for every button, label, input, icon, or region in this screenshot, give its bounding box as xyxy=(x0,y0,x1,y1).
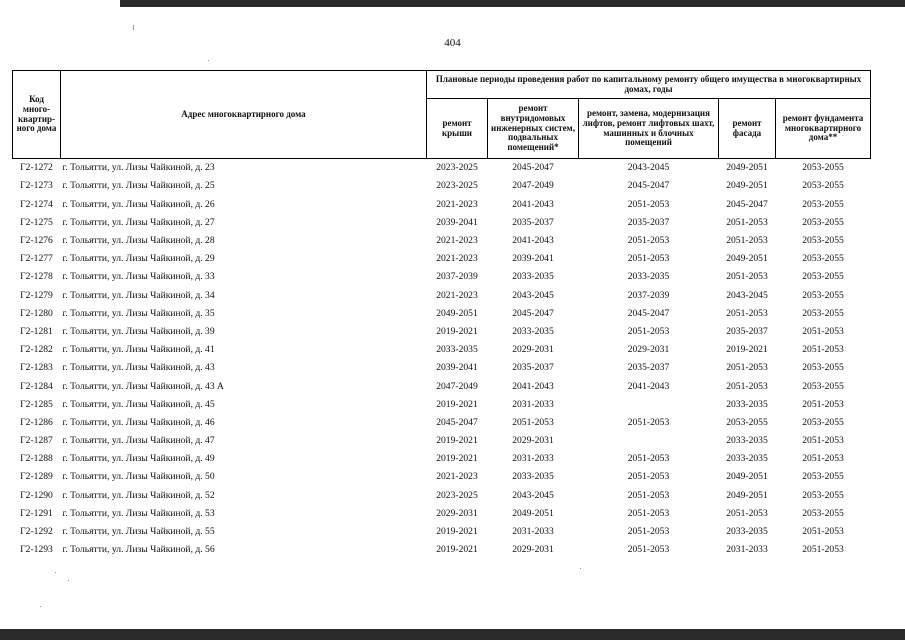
cell-address: г. Тольятти, ул. Лизы Чайкиной, д. 41 xyxy=(62,344,215,356)
cell-elevators: 2043-2045 xyxy=(627,162,670,174)
header-address: Адрес многоквартирного дома xyxy=(61,71,427,159)
table-row xyxy=(13,486,871,504)
cell-facade: 2049-2051 xyxy=(726,489,768,501)
header-systems: ремонт внутридомовых инженерных систем, подвальных помещений* xyxy=(488,99,579,159)
header-elevators: ремонт, замена, модернизация лифтов, ремонт лифтовых шахт, машинных и блочных помещений xyxy=(579,99,719,159)
cell-code: Г2-1291 xyxy=(20,507,53,519)
cell-address: г. Тольятти, ул. Лизы Чайкиной, д. 55 xyxy=(62,526,215,538)
cell-facade: 2051-2053 xyxy=(726,507,768,519)
cell-foundation: 2053-2055 xyxy=(802,489,844,501)
cell-code: Г2-1273 xyxy=(20,180,53,192)
cell-foundation: 2051-2053 xyxy=(802,344,844,356)
cell-code: Г2-1276 xyxy=(20,235,53,247)
cell-systems: 2029-2031 xyxy=(512,544,554,556)
cell-facade: 2049-2051 xyxy=(726,162,768,174)
cell-address: г. Тольятти, ул. Лизы Чайкиной, д. 56 xyxy=(62,544,215,556)
scan-edge-top xyxy=(120,0,905,7)
cell-systems: 2031-2033 xyxy=(512,398,554,410)
cell-facade: 2049-2051 xyxy=(726,180,768,192)
cell-systems: 2031-2033 xyxy=(512,453,554,465)
table-row xyxy=(13,377,871,395)
table-row xyxy=(13,250,871,268)
cell-elevators: 2035-2037 xyxy=(627,362,670,374)
capital-repair-table xyxy=(12,70,871,559)
cell-roof: 2049-2051 xyxy=(436,307,478,319)
cell-elevators: 2051-2053 xyxy=(627,544,670,556)
cell-facade: 2043-2045 xyxy=(726,289,768,301)
cell-facade: 2051-2053 xyxy=(726,307,768,319)
cell-facade: 2051-2053 xyxy=(726,362,768,374)
cell-systems: 2029-2031 xyxy=(512,435,554,447)
cell-facade: 2053-2055 xyxy=(726,416,768,428)
cell-address: г. Тольятти, ул. Лизы Чайкиной, д. 26 xyxy=(62,198,215,210)
table-row xyxy=(13,286,871,304)
cell-foundation: 2053-2055 xyxy=(802,307,844,319)
cell-roof: 2045-2047 xyxy=(436,416,478,428)
cell-facade: 2051-2053 xyxy=(726,235,768,247)
page-number: 404 xyxy=(444,37,461,49)
cell-foundation: 2053-2055 xyxy=(802,253,844,265)
cell-address: г. Тольятти, ул. Лизы Чайкиной, д. 46 xyxy=(62,416,215,428)
cell-facade: 2033-2035 xyxy=(726,435,768,447)
cell-elevators: 2029-2031 xyxy=(627,344,670,356)
table-row xyxy=(13,359,871,377)
cell-foundation: 2053-2055 xyxy=(802,362,844,374)
cell-address: г. Тольятти, ул. Лизы Чайкиной, д. 35 xyxy=(62,307,215,319)
cell-address: г. Тольятти, ул. Лизы Чайкиной, д. 28 xyxy=(62,235,215,247)
cell-code: Г2-1287 xyxy=(20,435,53,447)
table-row xyxy=(13,468,871,486)
cell-foundation: 2053-2055 xyxy=(802,180,844,192)
cell-roof: 2019-2021 xyxy=(436,544,478,556)
cell-systems: 2039-2041 xyxy=(512,253,554,265)
cell-code: Г2-1274 xyxy=(20,198,53,210)
cell-code: Г2-1290 xyxy=(20,489,53,501)
cell-elevators xyxy=(579,395,719,413)
cell-foundation: 2053-2055 xyxy=(802,471,844,483)
cell-elevators: 2051-2053 xyxy=(627,471,670,483)
cell-foundation: 2051-2053 xyxy=(802,453,844,465)
cell-elevators: 2041-2043 xyxy=(627,380,670,392)
cell-foundation: 2053-2055 xyxy=(802,216,844,228)
header-roof: ремонт крыши xyxy=(427,99,488,159)
cell-roof: 2023-2025 xyxy=(436,489,478,501)
cell-elevators: 2051-2053 xyxy=(627,253,670,265)
cell-address: г. Тольятти, ул. Лизы Чайкиной, д. 52 xyxy=(62,489,215,501)
cell-facade: 2045-2047 xyxy=(726,198,768,210)
table-row xyxy=(13,305,871,323)
table-row xyxy=(13,232,871,250)
cell-systems: 2047-2049 xyxy=(512,180,554,192)
table-row xyxy=(13,414,871,432)
cell-code: Г2-1278 xyxy=(20,271,53,283)
cell-roof: 2029-2031 xyxy=(436,507,478,519)
scan-edge-bottom xyxy=(0,629,905,640)
cell-code: Г2-1280 xyxy=(20,307,53,319)
cell-foundation: 2051-2053 xyxy=(802,526,844,538)
cell-address: г. Тольятти, ул. Лизы Чайкиной, д. 29 xyxy=(62,253,215,265)
table-row xyxy=(13,214,871,232)
cell-code: Г2-1288 xyxy=(20,453,53,465)
cell-code: Г2-1275 xyxy=(20,216,53,228)
table-row xyxy=(13,450,871,468)
table-row xyxy=(13,523,871,541)
cell-roof: 2021-2023 xyxy=(436,289,478,301)
table-row xyxy=(13,341,871,359)
cell-roof: 2021-2023 xyxy=(436,198,478,210)
cell-elevators xyxy=(579,432,719,450)
cell-address: г. Тольятти, ул. Лизы Чайкиной, д. 50 xyxy=(62,471,215,483)
cell-facade: 2051-2053 xyxy=(726,271,768,283)
cell-systems: 2033-2035 xyxy=(512,325,554,337)
cell-elevators: 2045-2047 xyxy=(627,307,670,319)
table-row xyxy=(13,195,871,213)
cell-systems: 2041-2043 xyxy=(512,198,554,210)
cell-roof: 2047-2049 xyxy=(436,380,478,392)
table-row xyxy=(13,159,871,178)
cell-roof: 2039-2041 xyxy=(436,216,478,228)
cell-elevators: 2051-2053 xyxy=(627,489,670,501)
header-foundation: ремонт фундамента многоквартирного дома** xyxy=(776,99,871,159)
cell-facade: 2033-2035 xyxy=(726,526,768,538)
cell-code: Г2-1272 xyxy=(20,162,53,174)
cell-facade: 2033-2035 xyxy=(726,398,768,410)
cell-foundation: 2053-2055 xyxy=(802,416,844,428)
cell-roof: 2019-2021 xyxy=(436,398,478,410)
table-row xyxy=(13,432,871,450)
cell-systems: 2041-2043 xyxy=(512,380,554,392)
cell-elevators: 2035-2037 xyxy=(627,216,670,228)
cell-address: г. Тольятти, ул. Лизы Чайкиной, д. 47 xyxy=(62,435,215,447)
cell-facade: 2049-2051 xyxy=(726,253,768,265)
header-planned-periods: Плановые периоды проведения работ по капитальному ремонту общего имущества в многоквартирных домах, годы xyxy=(427,71,871,99)
cell-facade: 2031-2033 xyxy=(726,544,768,556)
header-facade: ремонт фасада xyxy=(719,99,776,159)
cell-facade: 2051-2053 xyxy=(726,380,768,392)
cell-foundation: 2051-2053 xyxy=(802,544,844,556)
cell-address: г. Тольятти, ул. Лизы Чайкиной, д. 23 xyxy=(62,162,215,174)
cell-foundation: 2053-2055 xyxy=(802,380,844,392)
cell-code: Г2-1289 xyxy=(20,471,53,483)
cell-elevators: 2051-2053 xyxy=(627,453,670,465)
table-row xyxy=(13,268,871,286)
cell-facade: 2049-2051 xyxy=(726,471,768,483)
cell-systems: 2043-2045 xyxy=(512,289,554,301)
cell-foundation: 2051-2053 xyxy=(802,398,844,410)
cell-foundation: 2053-2055 xyxy=(802,235,844,247)
cell-elevators: 2051-2053 xyxy=(627,235,670,247)
cell-systems: 2041-2043 xyxy=(512,235,554,247)
cell-roof: 2023-2025 xyxy=(436,180,478,192)
cell-systems: 2045-2047 xyxy=(512,307,554,319)
cell-roof: 2033-2035 xyxy=(436,344,478,356)
cell-foundation: 2051-2053 xyxy=(802,325,844,337)
cell-address: г. Тольятти, ул. Лизы Чайкиной, д. 27 xyxy=(62,216,215,228)
cell-foundation: 2051-2053 xyxy=(802,435,844,447)
cell-facade: 2033-2035 xyxy=(726,453,768,465)
cell-code: Г2-1283 xyxy=(20,362,53,374)
cell-roof: 2021-2023 xyxy=(436,471,478,483)
cell-roof: 2019-2021 xyxy=(436,453,478,465)
cell-systems: 2045-2047 xyxy=(512,162,554,174)
cell-facade: 2035-2037 xyxy=(726,325,768,337)
cell-roof: 2021-2023 xyxy=(436,235,478,247)
cell-roof: 2039-2041 xyxy=(436,362,478,374)
cell-foundation: 2053-2055 xyxy=(802,198,844,210)
cell-foundation: 2053-2055 xyxy=(802,271,844,283)
cell-systems: 2035-2037 xyxy=(512,216,554,228)
cell-systems: 2049-2051 xyxy=(512,507,554,519)
cell-code: Г2-1282 xyxy=(20,344,53,356)
cell-elevators: 2051-2053 xyxy=(627,416,670,428)
cell-systems: 2035-2037 xyxy=(512,362,554,374)
cell-facade: 2019-2021 xyxy=(726,344,768,356)
cell-address: г. Тольятти, ул. Лизы Чайкиной, д. 43 xyxy=(62,362,215,374)
cell-roof: 2021-2023 xyxy=(436,253,478,265)
cell-elevators: 2051-2053 xyxy=(627,198,670,210)
cell-address: г. Тольятти, ул. Лизы Чайкиной, д. 49 xyxy=(62,453,215,465)
cell-roof: 2037-2039 xyxy=(436,271,478,283)
cell-systems: 2033-2035 xyxy=(512,271,554,283)
table-body xyxy=(13,159,871,560)
cell-address: г. Тольятти, ул. Лизы Чайкиной, д. 45 xyxy=(62,398,215,410)
cell-elevators: 2045-2047 xyxy=(627,180,670,192)
cell-systems: 2043-2045 xyxy=(512,489,554,501)
cell-systems: 2031-2033 xyxy=(512,526,554,538)
cell-foundation: 2053-2055 xyxy=(802,289,844,301)
table-row xyxy=(13,323,871,341)
cell-code: Г2-1277 xyxy=(20,253,53,265)
cell-code: Г2-1292 xyxy=(20,526,53,538)
table-row xyxy=(13,177,871,195)
table-row xyxy=(13,395,871,413)
cell-address: г. Тольятти, ул. Лизы Чайкиной, д. 33 xyxy=(62,271,215,283)
cell-elevators: 2051-2053 xyxy=(627,507,670,519)
cell-elevators: 2033-2035 xyxy=(627,271,670,283)
cell-facade: 2051-2053 xyxy=(726,216,768,228)
cell-foundation: 2053-2055 xyxy=(802,507,844,519)
cell-roof: 2019-2021 xyxy=(436,325,478,337)
cell-roof: 2019-2021 xyxy=(436,435,478,447)
table-row xyxy=(13,541,871,559)
cell-roof: 2023-2025 xyxy=(436,162,478,174)
cell-code: Г2-1284 xyxy=(20,380,53,392)
cell-code: Г2-1286 xyxy=(20,416,53,428)
cell-address: г. Тольятти, ул. Лизы Чайкиной, д. 34 xyxy=(62,289,215,301)
cell-code: Г2-1279 xyxy=(20,289,53,301)
cell-foundation: 2053-2055 xyxy=(802,162,844,174)
cell-address: г. Тольятти, ул. Лизы Чайкиной, д. 25 xyxy=(62,180,215,192)
cell-systems: 2033-2035 xyxy=(512,471,554,483)
cell-code: Г2-1285 xyxy=(20,398,53,410)
cell-address: г. Тольятти, ул. Лизы Чайкиной, д. 53 xyxy=(62,507,215,519)
cell-address: г. Тольятти, ул. Лизы Чайкиной, д. 39 xyxy=(62,325,215,337)
cell-elevators: 2037-2039 xyxy=(627,289,670,301)
cell-roof: 2019-2021 xyxy=(436,526,478,538)
cell-elevators: 2051-2053 xyxy=(627,526,670,538)
cell-systems: 2029-2031 xyxy=(512,344,554,356)
table-row xyxy=(13,505,871,523)
cell-address: г. Тольятти, ул. Лизы Чайкиной, д. 43 А xyxy=(62,380,224,392)
cell-systems: 2051-2053 xyxy=(512,416,554,428)
header-code: Код много-квартир-ного дома xyxy=(13,71,61,159)
cell-code: Г2-1293 xyxy=(20,544,53,556)
cell-elevators: 2051-2053 xyxy=(627,325,670,337)
cell-code: Г2-1281 xyxy=(20,325,53,337)
